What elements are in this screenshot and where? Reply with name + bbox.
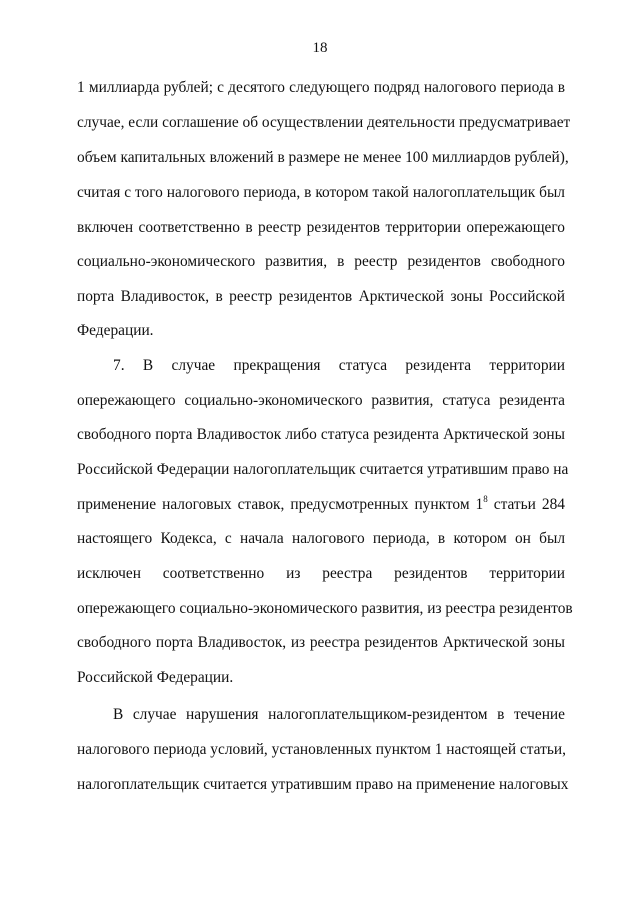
text-line: социально-экономического развития, в реестр резидентов свободного xyxy=(77,253,565,270)
page-number: 18 xyxy=(312,40,328,56)
text-line: налогоплательщик считается утратившим право на применение налоговых xyxy=(77,776,569,793)
text-line: В случае нарушения налогоплательщиком-резидентом в течение xyxy=(113,706,565,723)
text-line: свободного порта Владивосток либо статуса резидента Арктической зоны xyxy=(77,426,565,443)
text-line: опережающего социально-экономического развития, статуса резидента xyxy=(77,392,565,409)
text-line: Российской Федерации. xyxy=(77,669,234,686)
text-line: порта Владивосток, в реестр резидентов Арктической зоны Российской xyxy=(77,288,565,305)
text-line: объем капитальных вложений в размере не менее 100 миллиардов рублей), xyxy=(77,149,569,166)
text-line: настоящего Кодекса, с начала налогового периода, в котором он был xyxy=(77,530,565,547)
text-line: включен соответственно в реестр резидентов территории опережающего xyxy=(77,219,565,236)
text-line-with-superscript xyxy=(77,495,565,515)
text-line: случае, если соглашение об осуществлении деятельности предусматривает xyxy=(77,114,571,131)
text-line: 1 миллиарда рублей; с десятого следующего подряд налогового периода в xyxy=(77,79,565,96)
text-line: исключен соответственно из реестра резидентов территории xyxy=(77,565,565,582)
text-line-start: применение налоговых ставок, предусмотренных пунктом 1 xyxy=(77,496,484,513)
text-line: налогового периода условий, установленных пунктом 1 настоящей статьи, xyxy=(77,741,566,758)
text-line: считая с того налогового периода, в котором такой налогоплательщик был xyxy=(77,184,565,201)
text-line: 7. В случае прекращения статуса резидента территории xyxy=(113,357,565,374)
text-line: свободного порта Владивосток, из реестра резидентов Арктической зоны xyxy=(77,634,565,651)
text-line: Федерации. xyxy=(77,322,154,339)
text-line: Российской Федерации налогоплательщик считается утратившим право на xyxy=(77,461,569,478)
text-line: опережающего социально-экономического развития, из реестра резидентов xyxy=(77,600,573,617)
text-line-end: статьи 284 xyxy=(487,496,565,513)
superscript-index: 8 xyxy=(483,493,488,504)
